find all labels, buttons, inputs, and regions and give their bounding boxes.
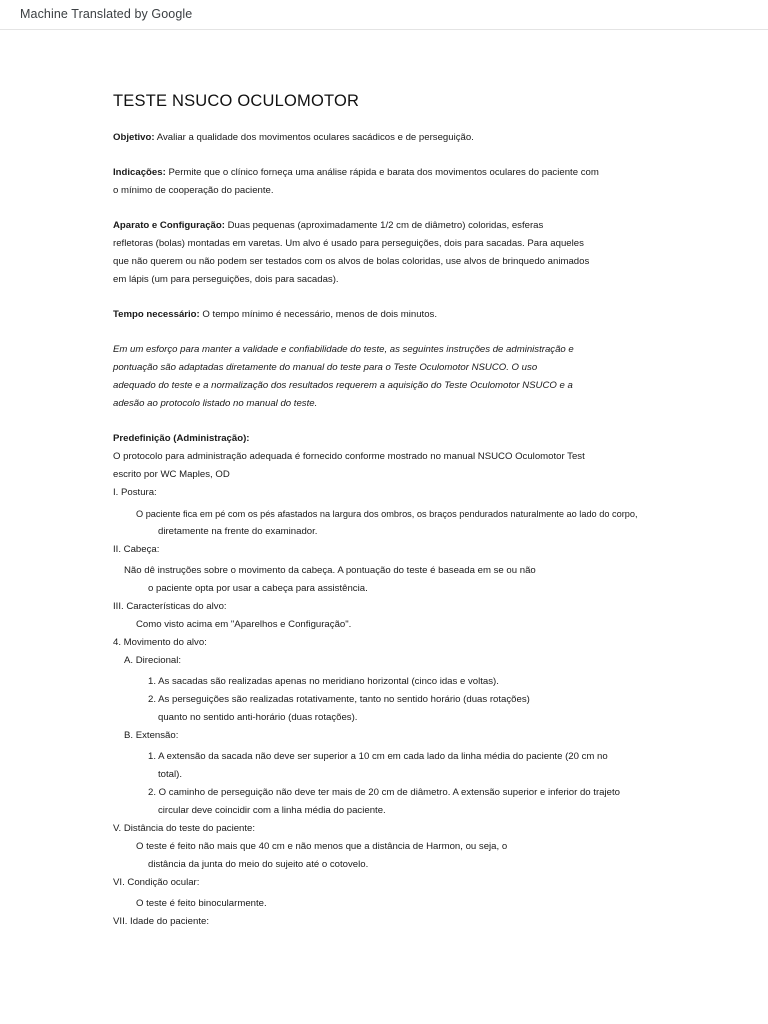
outline-i-line-1: O paciente fica em pé com os pés afastados na largura dos ombros, os braços pendurados naturalmente ao lado do corpo, — [136, 509, 638, 519]
aparato-text-line-4: em lápis (um para perseguições, dois para sacadas). — [113, 274, 339, 285]
outline-iv-heading: 4. Movimento do alvo: — [113, 637, 207, 648]
outline-b2-line-1: 2. O caminho de perseguição não deve ter mais de 20 cm de diâmetro. A extensão superior e inferior do trajeto — [148, 787, 620, 798]
note-line-3: adequado do teste e a normalização dos resultados requerem a aquisição do Teste Oculomotor NSUCO e a — [113, 380, 573, 391]
aparato-text-line-1: Duas pequenas (aproximadamente 1/2 cm de diâmetro) coloridas, esferas — [224, 220, 544, 231]
outline-b1-line-2: total). — [158, 769, 182, 780]
predef-heading: Predefinição (Administração): — [113, 433, 250, 444]
document-page — [113, 92, 683, 931]
validity-note-paragraph — [113, 341, 683, 413]
aparato-label: Aparato e Configuração: — [113, 220, 225, 231]
administration-outline — [113, 430, 683, 931]
objetivo-text: Avaliar a qualidade dos movimentos oculares sacádicos e de perseguição. — [154, 132, 474, 143]
outline-i-heading: I. Postura: — [113, 487, 157, 498]
indicacoes-label: Indicações: — [113, 167, 166, 178]
aparato-text-line-2: refletoras (bolas) montadas em varetas. Um alvo é usado para perseguições, dois para sacadas. Para aqueles — [113, 238, 584, 249]
outline-i-line-2: diretamente na frente do examinador. — [158, 526, 318, 537]
objetivo-paragraph — [113, 129, 683, 147]
machine-translation-banner — [0, 0, 768, 30]
predef-line-1: O protocolo para administração adequada é fornecido conforme mostrado no manual NSUCO Oculomotor Test — [113, 451, 585, 462]
document-title: TESTE NSUCO OCULOMOTOR — [113, 92, 360, 110]
machine-translated-label: Machine Translated by Google — [20, 7, 193, 21]
outline-a2-line-2: quanto no sentido anti-horário (duas rotações). — [158, 712, 358, 723]
outline-b1-line-1: 1. A extensão da sacada não deve ser superior a 10 cm em cada lado da linha média do paciente (20 cm no — [148, 751, 608, 762]
outline-ii-line-1: Não dê instruções sobre o movimento da cabeça. A pontuação do teste é baseada em se ou não — [124, 565, 536, 576]
aparato-text-line-3: que não querem ou não podem ser testados com os alvos de bolas coloridas, use alvos de brinquedo animados — [113, 256, 590, 267]
outline-a1: 1. As sacadas são realizadas apenas no meridiano horizontal (cinco idas e voltas). — [148, 676, 499, 687]
outline-b-heading: B. Extensão: — [124, 730, 179, 741]
tempo-text: O tempo mínimo é necessário, menos de dois minutos. — [199, 309, 438, 320]
note-line-2: pontuação são adaptadas diretamente do manual do teste para o Teste Oculomotor NSUCO. O uso — [113, 362, 538, 373]
outline-v-heading: V. Distância do teste do paciente: — [113, 823, 256, 834]
tempo-paragraph — [113, 306, 683, 324]
outline-vi-line-1: O teste é feito binocularmente. — [136, 898, 267, 909]
outline-ii-line-2: o paciente opta por usar a cabeça para assistência. — [148, 583, 368, 594]
outline-a2-line-1: 2. As perseguições são realizadas rotativamente, tanto no sentido horário (duas rotações) — [148, 694, 530, 705]
outline-ii-heading: II. Cabeça: — [113, 544, 160, 555]
note-line-4: adesão ao protocolo listado no manual do teste. — [113, 398, 318, 409]
indicacoes-text-line-1: Permite que o clínico forneça uma análise rápida e barata dos movimentos oculares do paciente com — [165, 167, 599, 178]
outline-v-line-1: O teste é feito não mais que 40 cm e não menos que a distância de Harmon, ou seja, o — [136, 841, 508, 852]
outline-v-line-2: distância da junta do meio do sujeito até o cotovelo. — [148, 859, 369, 870]
predef-line-2: escrito por WC Maples, OD — [113, 469, 230, 480]
outline-b2-line-2: circular deve coincidir com a linha média do paciente. — [158, 805, 386, 816]
outline-iii-heading: III. Características do alvo: — [113, 601, 227, 612]
objetivo-label: Objetivo: — [113, 132, 155, 143]
outline-a-heading: A. Direcional: — [124, 655, 182, 666]
outline-iii-line-1: Como visto acima em "Aparelhos e Configuração". — [136, 619, 352, 630]
outline-vii-heading: VII. Idade do paciente: — [113, 916, 210, 927]
outline-vi-heading: VI. Condição ocular: — [113, 877, 200, 888]
note-line-1: Em um esforço para manter a validade e confiabilidade do teste, as seguintes instruções de administração e — [113, 344, 574, 355]
tempo-label: Tempo necessário: — [113, 309, 200, 320]
indicacoes-text-line-2: o mínimo de cooperação do paciente. — [113, 185, 274, 196]
indicacoes-paragraph — [113, 164, 683, 200]
aparato-paragraph — [113, 217, 683, 289]
